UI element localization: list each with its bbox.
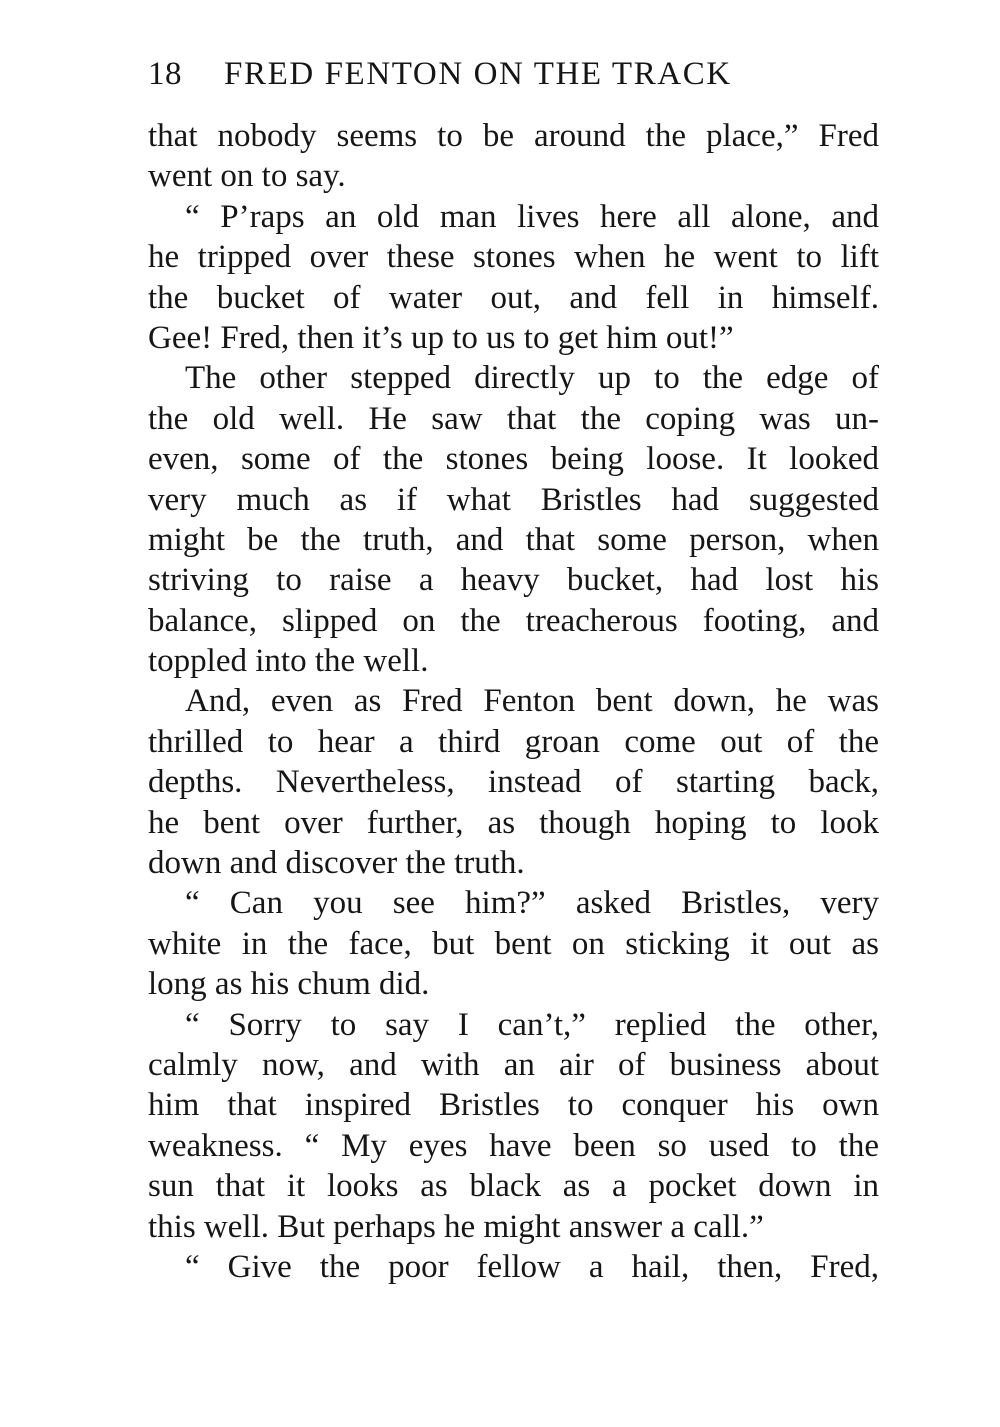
text-line: The other stepped directly up to the edge of	[185, 360, 879, 397]
paragraph	[148, 1247, 879, 1287]
paragraph	[148, 197, 879, 359]
text-line: the old well. He saw that the coping was un-	[148, 400, 879, 437]
paragraph	[148, 681, 879, 883]
text-line: that nobody seems to be around the place,” Fred	[148, 118, 879, 154]
text-line: down and discover the truth.	[148, 845, 525, 882]
text-line: him that inspired Bristles to conquer his own	[148, 1087, 879, 1124]
body-text	[148, 116, 879, 1287]
text-line: striving to raise a heavy bucket, had lost his	[148, 562, 879, 599]
paragraph	[148, 883, 879, 1004]
text-line: balance, slipped on the treacherous footing, and	[148, 602, 879, 639]
paragraph	[148, 1005, 879, 1247]
text-line: depths. Nevertheless, instead of starting back,	[148, 764, 879, 801]
text-line: he bent over further, as though hoping to look	[148, 804, 879, 841]
page-number: 18	[148, 56, 182, 92]
text-line: thrilled to hear a third groan come out of the	[148, 723, 879, 760]
text-line: the bucket of water out, and fell in himself.	[148, 279, 879, 316]
text-line: even, some of the stones being loose. It looked	[148, 441, 879, 478]
text-line: Gee! Fred, then it’s up to us to get him out!”	[148, 319, 734, 356]
paragraph	[148, 116, 879, 197]
text-line: weakness. “ My eyes have been so used to the	[148, 1127, 879, 1164]
text-line: sun that it looks as black as a pocket down in	[148, 1168, 879, 1205]
text-line: “ P’raps an old man lives here all alone, and	[185, 198, 879, 235]
running-title: FRED FENTON ON THE TRACK	[224, 56, 732, 92]
text-line: long as his chum did.	[148, 966, 430, 1003]
running-head	[148, 52, 848, 96]
text-line: “ Can you see him?” asked Bristles, very	[185, 885, 879, 922]
text-line: “ Sorry to say I can’t,” replied the other,	[185, 1006, 879, 1043]
text-line: And, even as Fred Fenton bent down, he was	[185, 683, 879, 720]
text-line: very much as if what Bristles had suggested	[148, 481, 879, 518]
text-line: calmly now, and with an air of business about	[148, 1046, 879, 1083]
text-line: might be the truth, and that some person, when	[148, 521, 879, 558]
text-line: “ Give the poor fellow a hail, then, Fred,	[185, 1248, 879, 1285]
paragraph	[148, 358, 879, 681]
text-line: went on to say.	[148, 158, 346, 195]
text-line: white in the face, but bent on sticking it out as	[148, 925, 879, 962]
text-line: this well. But perhaps he might answer a call.”	[148, 1208, 764, 1245]
text-line: he tripped over these stones when he went to lift	[148, 239, 879, 276]
text-line: toppled into the well.	[148, 643, 429, 680]
